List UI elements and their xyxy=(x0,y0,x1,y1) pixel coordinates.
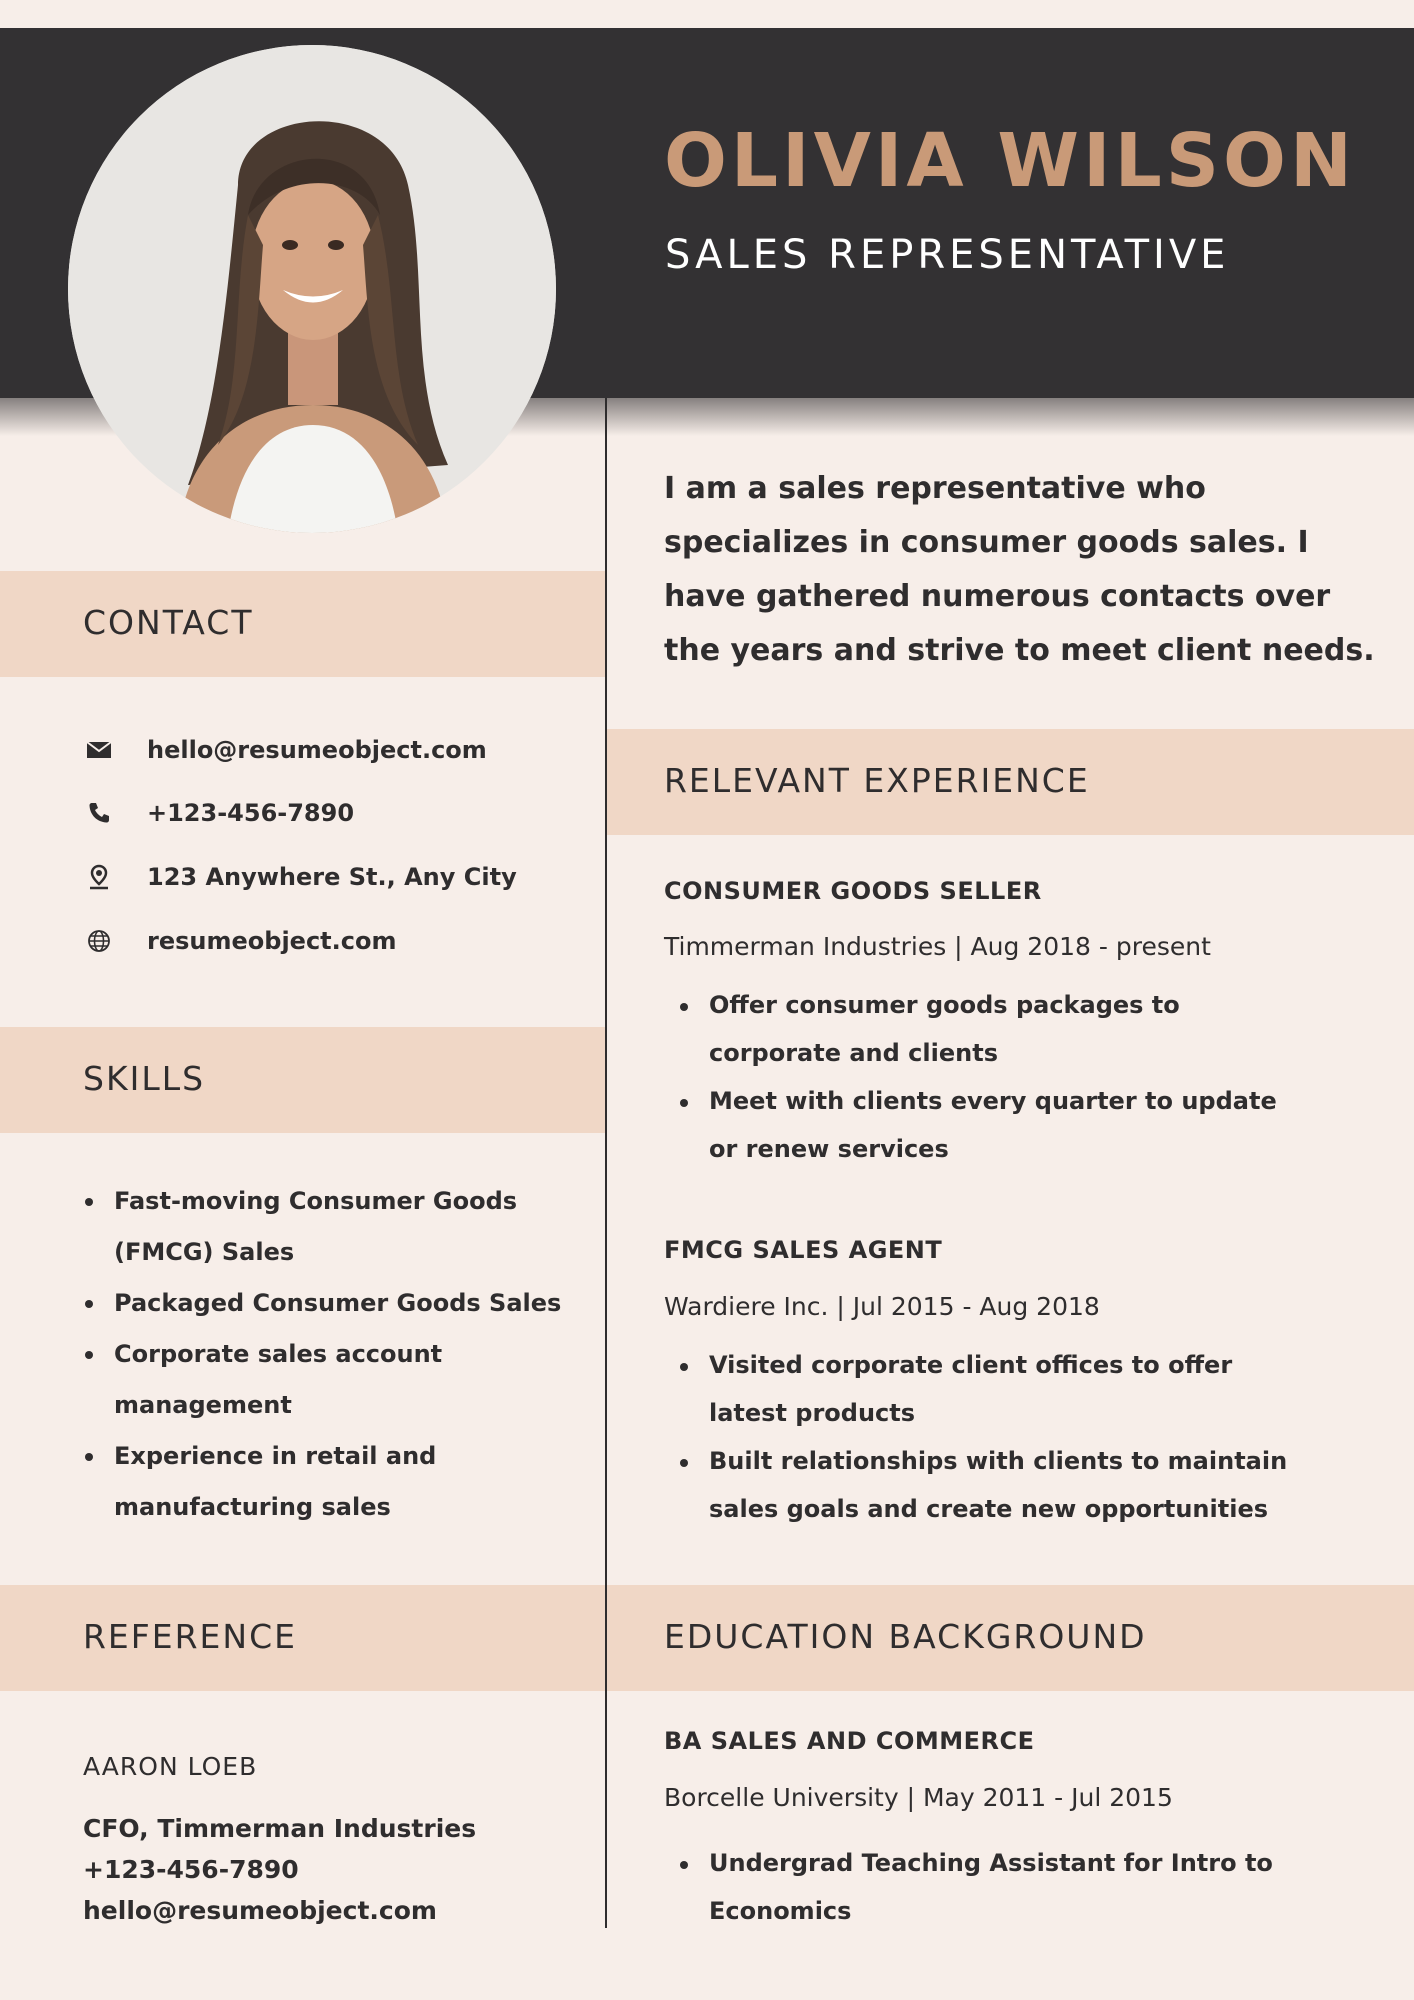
contact-phone-row xyxy=(83,793,355,833)
education-points xyxy=(664,1839,1324,1935)
contact-email-row xyxy=(83,730,487,770)
reference-name: AARON LOEB xyxy=(83,1752,258,1781)
phone-icon xyxy=(83,797,115,829)
contact-email[interactable]: hello@resumeobject.com xyxy=(147,736,487,764)
education-heading: EDUCATION BACKGROUND xyxy=(664,1617,1147,1656)
job-point: Visited corporate client offices to offer latest products xyxy=(664,1341,1304,1437)
job-role: FMCG SALES AGENT xyxy=(664,1236,943,1264)
candidate-name: OLIVIA WILSON xyxy=(664,118,1356,204)
contact-address: 123 Anywhere St., Any City xyxy=(147,863,517,891)
skill-item: Fast-moving Consumer Goods (FMCG) Sales xyxy=(83,1176,563,1278)
job-point: Offer consumer goods packages to corporate and clients xyxy=(664,981,1284,1077)
reference-position: CFO, Timmerman Industries xyxy=(83,1814,477,1843)
contact-phone: +123-456-7890 xyxy=(147,799,355,827)
job-points xyxy=(664,981,1324,1173)
contact-website-row xyxy=(83,921,397,961)
job-points xyxy=(664,1341,1344,1533)
envelope-icon xyxy=(83,734,115,766)
globe-icon xyxy=(83,925,115,957)
education-degree: BA SALES AND COMMERCE xyxy=(664,1727,1035,1755)
job-point: Built relationships with clients to maintain sales goals and create new opportunities xyxy=(664,1437,1344,1533)
column-divider xyxy=(605,398,607,1928)
profile-summary: I am a sales representative who specializes in consumer goods sales. I have gathered numerous contacts over the years and strive to meet client needs. xyxy=(664,471,1375,668)
skills-heading: SKILLS xyxy=(83,1059,206,1098)
reference-phone: +123-456-7890 xyxy=(83,1855,299,1884)
education-school: Borcelle University | May 2011 - Jul 2015 xyxy=(664,1783,1173,1812)
contact-address-row xyxy=(83,857,517,897)
experience-heading: RELEVANT EXPERIENCE xyxy=(664,761,1090,800)
contact-website[interactable]: resumeobject.com xyxy=(147,927,397,955)
job-company: Wardiere Inc. | Jul 2015 - Aug 2018 xyxy=(664,1292,1100,1321)
experience-heading-band xyxy=(607,729,1414,835)
skill-item: Experience in retail and manufacturing sales xyxy=(83,1431,463,1533)
profile-photo xyxy=(68,45,556,533)
contact-heading: CONTACT xyxy=(83,603,254,642)
reference-email[interactable]: hello@resumeobject.com xyxy=(83,1896,437,1925)
skills-list xyxy=(83,1176,563,1533)
education-point: Undergrad Teaching Assistant for Intro to Economics xyxy=(664,1839,1284,1935)
skill-item: Corporate sales account management xyxy=(83,1329,463,1431)
reference-heading-band xyxy=(0,1585,605,1691)
job-role: CONSUMER GOODS SELLER xyxy=(664,877,1042,905)
job-company: Timmerman Industries | Aug 2018 - present xyxy=(664,932,1211,961)
job-point: Meet with clients every quarter to update or renew services xyxy=(664,1077,1284,1173)
candidate-title: SALES REPRESENTATIVE xyxy=(665,232,1230,278)
reference-heading: REFERENCE xyxy=(83,1617,297,1656)
skill-item: Packaged Consumer Goods Sales xyxy=(83,1278,563,1329)
contact-heading-band xyxy=(0,571,605,677)
skills-heading-band xyxy=(0,1027,605,1133)
education-heading-band xyxy=(607,1585,1414,1691)
location-pin-icon xyxy=(83,861,115,893)
